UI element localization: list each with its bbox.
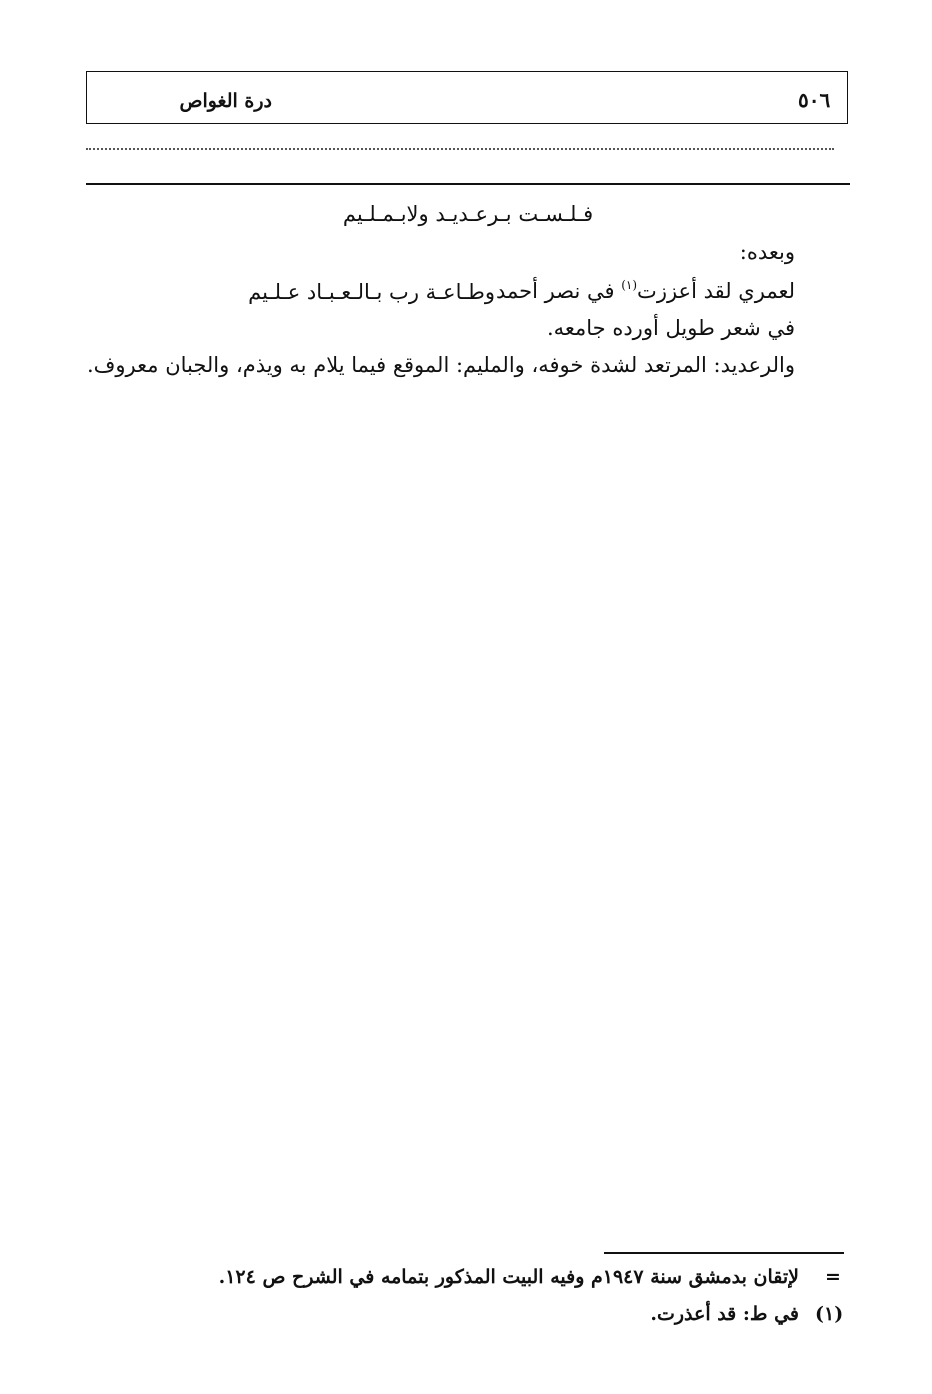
footnote-continuation-marker: = (825, 1266, 841, 1288)
verse-first-hemistich (496, 278, 795, 303)
footnote-continuation: لإتقان بدمشق سنة ١٩٤٧م وفيه البيت المذكور بتمامه في الشرح ص ١٢٤. (218, 1266, 799, 1288)
footnote-separator (604, 1252, 844, 1254)
centered-verse: فـلـسـت بـرعـديـد ولابـمـلـيم (342, 202, 594, 226)
definition-line: والرعديد: المرتعد لشدة خوفه، والمليم: الموقع فيما يلام به ويذم، والجبان معروف. (86, 353, 795, 377)
poem-note-line: في شعر طويل أورده جامعه. (546, 316, 795, 340)
verse-first-hemistich-text: لعمري لقد أعززت (637, 279, 795, 303)
running-header-title: درة الغواص (179, 90, 272, 112)
dotted-separator (86, 148, 834, 150)
solid-separator (86, 183, 850, 185)
footnote-1: في ط: قد أعذرت. (650, 1303, 799, 1325)
verse-second-hemistich: وطـاعـة رب بـالـعـبـاد عـلـيم (248, 280, 495, 304)
footnote-reference: (١) (621, 278, 638, 292)
footnote-1-marker: (١) (815, 1303, 844, 1325)
intro-line: وبعده: (739, 240, 795, 264)
verse-first-hemistich-end: في نصر أحمد (496, 279, 622, 303)
page-number: ٥٠٦ (798, 88, 831, 112)
